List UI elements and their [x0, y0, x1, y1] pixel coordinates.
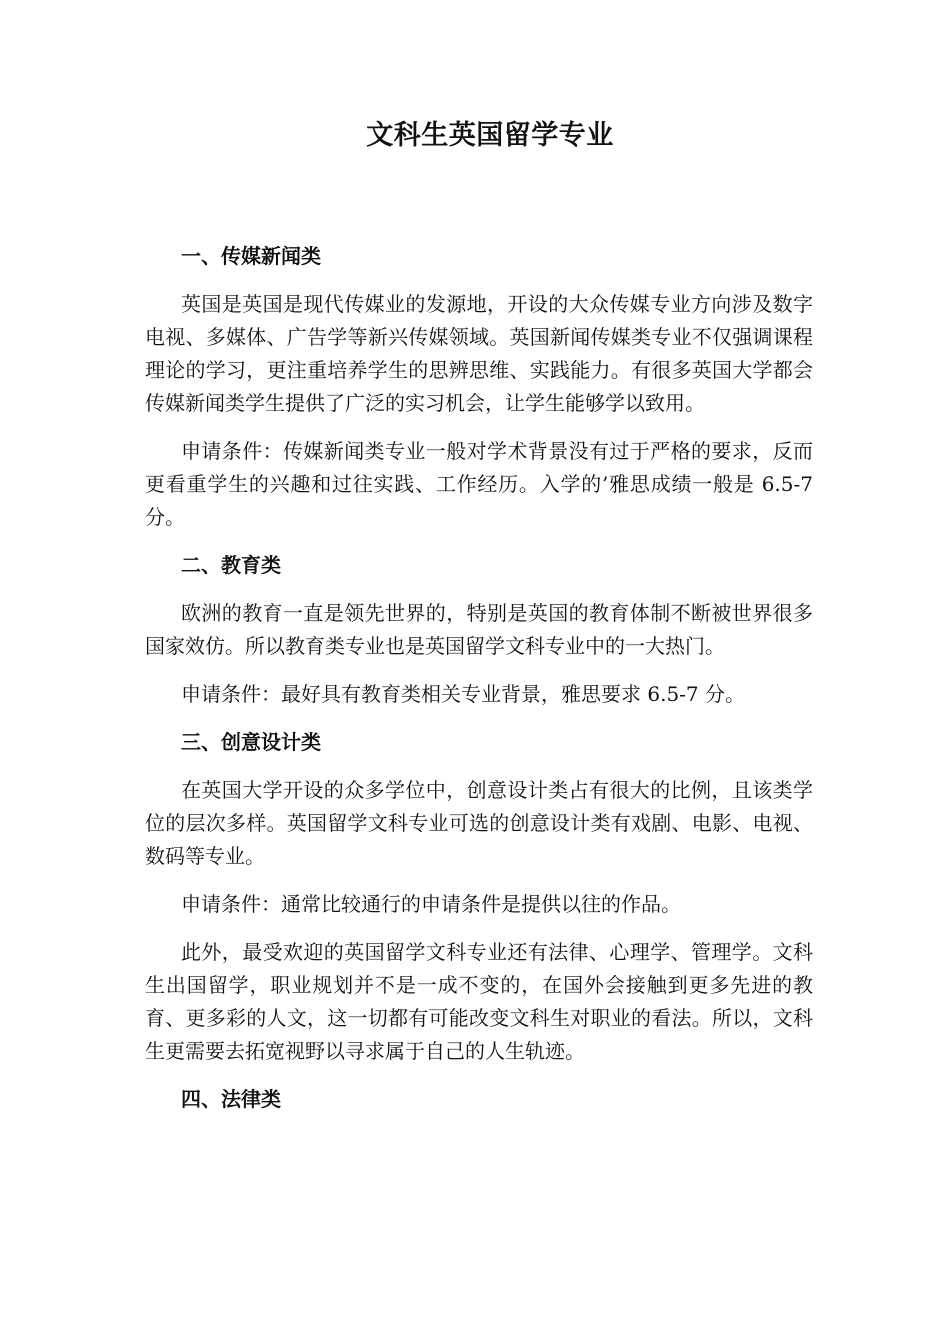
paragraph: 申请条件：通常比较通行的申请条件是提供以往的作品。 [181, 892, 681, 916]
paragraph: 此外，最受欢迎的英国留学文科专业还有法律、心理学、管理学。文科生出国留学，职业规划并不是一成不变的，在国外会接触到更多先进的教育、更多彩的人文，这一切都有可能改变文科生对职业的看法。所以，文科生更需要去拓宽视野以寻求属于自己的人生轨迹。 [145, 940, 813, 1063]
section-heading-media: 一、传媒新闻类 [181, 244, 321, 268]
section-heading-education: 二、教育类 [181, 553, 281, 577]
paragraph: 在英国大学开设的众多学位中，创意设计类占有很大的比例，且该类学位的层次多样。英国留学文科专业可选的创意设计类有戏剧、电影、电视、数码等专业。 [145, 778, 813, 868]
paragraph: 英国是英国是现代传媒业的发源地，开设的大众传媒专业方向涉及数字电视、多媒体、广告学等新兴传媒领域。英国新闻传媒类专业不仅强调课程理论的学习，更注重培养学生的思辨思维、实践能力。有很多英国大学都会传媒新闻类学生提供了广泛的实习机会，让学生能够学以致用。 [145, 292, 813, 415]
page-title: 文科生英国留学专业 [366, 120, 614, 151]
document-body [145, 240, 813, 1131]
section-heading-law: 四、法律类 [181, 1087, 281, 1111]
paragraph: 申请条件：传媒新闻类专业一般对学术背景没有过于严格的要求，反而更看重学生的兴趣和过往实践、工作经历。入学的’雅思成绩一般是 6.5-7 分。 [145, 439, 813, 529]
paragraph: 申请条件：最好具有教育类相关专业背景，雅思要求 6.5-7 分。 [181, 682, 746, 706]
section-heading-creative-design: 三、创意设计类 [181, 730, 321, 754]
paragraph: 欧洲的教育一直是领先世界的，特别是英国的教育体制不断被世界很多国家效仿。所以教育类专业也是英国留学文科专业中的一大热门。 [145, 601, 813, 658]
